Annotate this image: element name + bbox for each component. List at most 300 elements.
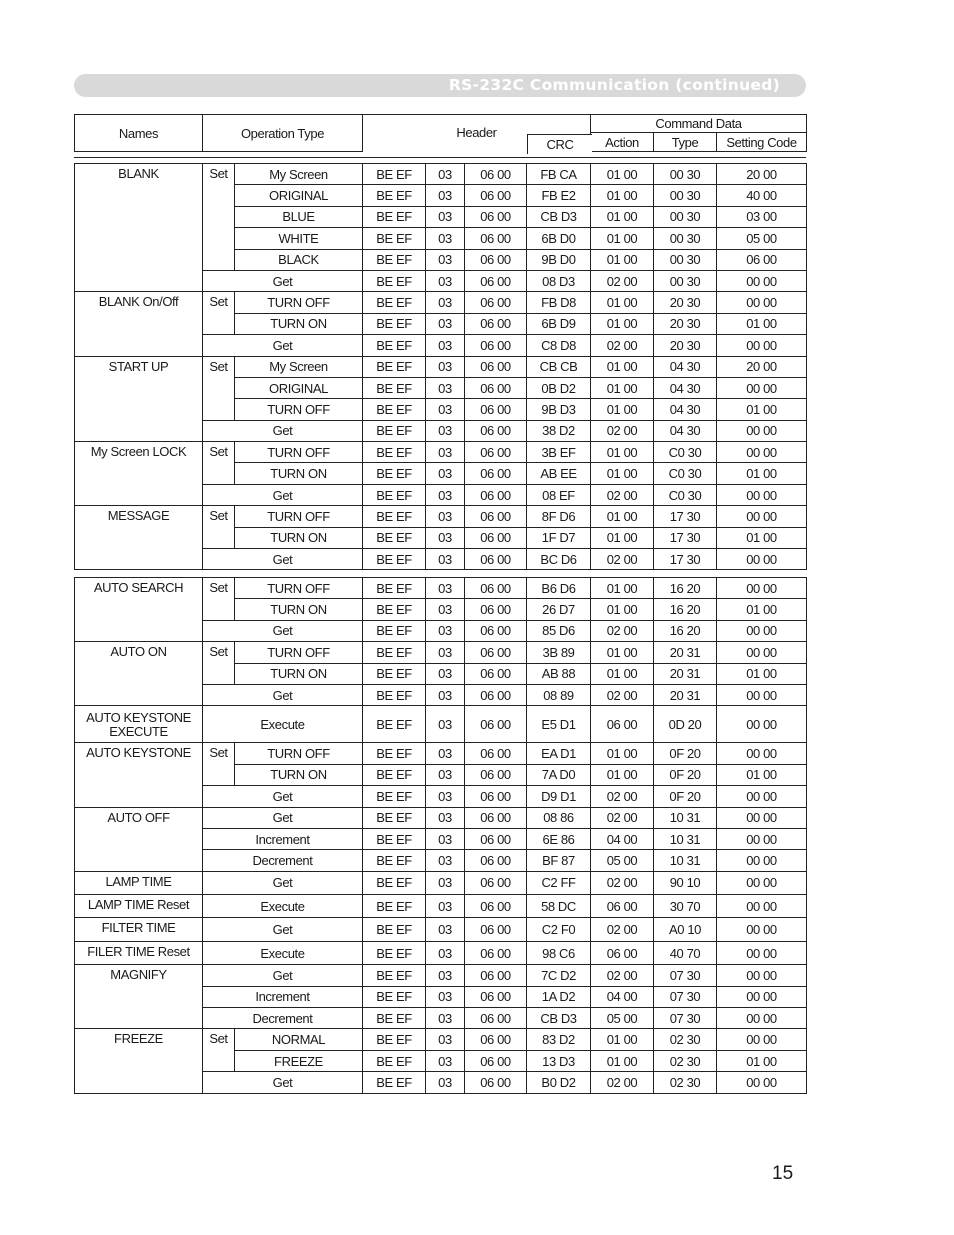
header-bytes-1-cell: BE EF xyxy=(363,828,426,849)
header-bytes-1-cell: BE EF xyxy=(363,463,426,484)
operation-cell: TURN OFF xyxy=(235,506,363,527)
header-bytes-1-cell: BE EF xyxy=(363,642,426,663)
header-bytes-3-cell: 06 00 xyxy=(465,918,527,941)
action-cell: 01 00 xyxy=(591,1029,654,1050)
header-bytes-1-cell: BE EF xyxy=(363,206,426,227)
operation-cell: Get xyxy=(203,684,363,705)
header-bytes-3-cell: 06 00 xyxy=(465,620,527,641)
operation-cell: Get xyxy=(203,335,363,356)
header-bytes-2-cell: 03 xyxy=(426,463,465,484)
action-cell: 01 00 xyxy=(591,743,654,764)
header-rule xyxy=(74,157,806,158)
operation-cell: TURN ON xyxy=(235,764,363,785)
setting-code-cell: 00 00 xyxy=(717,918,807,941)
header-bytes-2-cell: 03 xyxy=(426,249,465,270)
type-cell: 17 30 xyxy=(654,549,717,570)
header-bytes-2-cell: 03 xyxy=(426,399,465,420)
header-bytes-2-cell: 03 xyxy=(426,1072,465,1093)
action-cell: 01 00 xyxy=(591,642,654,663)
crc-cell: 1F D7 xyxy=(527,527,591,548)
setting-code-cell: 00 00 xyxy=(717,578,807,599)
table-row xyxy=(75,743,807,764)
operation-cell: Get xyxy=(203,965,363,986)
header-bytes-3-cell: 06 00 xyxy=(465,549,527,570)
action-cell: 01 00 xyxy=(591,527,654,548)
action-cell: 05 00 xyxy=(591,850,654,871)
header-bytes-3-cell: 06 00 xyxy=(465,1008,527,1029)
setting-code-cell: 00 00 xyxy=(717,706,807,743)
header-bytes-3-cell: 06 00 xyxy=(465,249,527,270)
command-name-cell xyxy=(75,578,203,642)
action-cell: 06 00 xyxy=(591,706,654,743)
setting-code-cell: 00 00 xyxy=(717,1072,807,1093)
header-bytes-3-cell: 06 00 xyxy=(465,986,527,1007)
header-header: Header xyxy=(363,115,591,152)
type-cell: 00 30 xyxy=(654,185,717,206)
operation-cell: FREEZE xyxy=(235,1050,363,1071)
header-bytes-2-cell: 03 xyxy=(426,185,465,206)
header-bytes-3-cell: 06 00 xyxy=(465,206,527,227)
action-cell: 01 00 xyxy=(591,578,654,599)
action-cell: 05 00 xyxy=(591,1008,654,1029)
header-bytes-2-cell: 03 xyxy=(426,578,465,599)
action-cell: 04 00 xyxy=(591,986,654,1007)
header-bytes-3-cell: 06 00 xyxy=(465,399,527,420)
table-row xyxy=(75,578,807,599)
header-bytes-3-cell: 06 00 xyxy=(465,1072,527,1093)
header-bytes-3-cell: 06 00 xyxy=(465,743,527,764)
type-cell: 07 30 xyxy=(654,1008,717,1029)
header-crc: CRC xyxy=(546,137,574,152)
operation-cell: TURN OFF xyxy=(235,642,363,663)
operation-cell: TURN ON xyxy=(235,527,363,548)
header-bytes-1-cell: BE EF xyxy=(363,377,426,398)
type-cell: 20 30 xyxy=(654,292,717,313)
crc-cell: 38 D2 xyxy=(527,420,591,441)
command-table-header xyxy=(74,114,807,152)
table-row xyxy=(75,442,807,463)
crc-cell: FB CA xyxy=(527,164,591,185)
setting-code-cell: 01 00 xyxy=(717,764,807,785)
header-bytes-3-cell: 06 00 xyxy=(465,377,527,398)
setting-code-cell: 00 00 xyxy=(717,1029,807,1050)
setting-code-cell: 00 00 xyxy=(717,828,807,849)
header-bytes-3-cell: 06 00 xyxy=(465,506,527,527)
type-cell: C0 30 xyxy=(654,463,717,484)
action-cell: 02 00 xyxy=(591,549,654,570)
operation-cell: Execute xyxy=(203,895,363,918)
operation-cell: Get xyxy=(203,484,363,505)
operation-cell: ORIGINAL xyxy=(235,377,363,398)
header-bytes-2-cell: 03 xyxy=(426,206,465,227)
operation-cell: Get xyxy=(203,270,363,291)
header-bytes-3-cell: 06 00 xyxy=(465,578,527,599)
header-bytes-2-cell: 03 xyxy=(426,986,465,1007)
header-bytes-2-cell: 03 xyxy=(426,918,465,941)
operation-cell: BLUE xyxy=(235,206,363,227)
command-name-cell xyxy=(75,164,203,292)
operation-cell: TURN OFF xyxy=(235,578,363,599)
header-bytes-3-cell: 06 00 xyxy=(465,807,527,828)
table-row xyxy=(75,895,807,918)
crc-cell: 6B D9 xyxy=(527,313,591,334)
command-name-cell xyxy=(75,356,203,442)
setting-code-cell: 00 00 xyxy=(717,642,807,663)
crc-cell: B0 D2 xyxy=(527,1072,591,1093)
set-cell: Set xyxy=(203,578,235,621)
header-bytes-3-cell: 06 00 xyxy=(465,828,527,849)
operation-cell: Increment xyxy=(203,828,363,849)
operation-cell: My Screen xyxy=(235,356,363,377)
header-bytes-2-cell: 03 xyxy=(426,527,465,548)
crc-cell: 0B D2 xyxy=(527,377,591,398)
header-bytes-1-cell: BE EF xyxy=(363,185,426,206)
action-cell: 06 00 xyxy=(591,941,654,964)
table-row xyxy=(75,642,807,663)
action-cell: 02 00 xyxy=(591,484,654,505)
crc-cell: BC D6 xyxy=(527,549,591,570)
header-bytes-3-cell: 06 00 xyxy=(465,420,527,441)
operation-cell: Decrement xyxy=(203,1008,363,1029)
crc-cell: C8 D8 xyxy=(527,335,591,356)
header-bytes-1-cell: BE EF xyxy=(363,292,426,313)
setting-code-cell: 01 00 xyxy=(717,663,807,684)
command-name-cell xyxy=(75,442,203,506)
action-cell: 01 00 xyxy=(591,599,654,620)
header-bytes-2-cell: 03 xyxy=(426,828,465,849)
type-cell: 10 31 xyxy=(654,850,717,871)
crc-cell: 08 86 xyxy=(527,807,591,828)
command-name: BLANK On/Off xyxy=(98,294,179,310)
crc-cell: B6 D6 xyxy=(527,578,591,599)
header-bytes-1-cell: BE EF xyxy=(363,270,426,291)
operation-cell: TURN OFF xyxy=(235,442,363,463)
header-bytes-3-cell: 06 00 xyxy=(465,463,527,484)
command-name: My Screen LOCK xyxy=(90,444,187,460)
action-cell: 01 00 xyxy=(591,663,654,684)
command-name: AUTO SEARCH xyxy=(93,580,184,595)
header-bytes-3-cell: 06 00 xyxy=(465,642,527,663)
type-cell: C0 30 xyxy=(654,442,717,463)
header-bytes-2-cell: 03 xyxy=(426,506,465,527)
header-bytes-2-cell: 03 xyxy=(426,620,465,641)
command-name: LAMP TIME xyxy=(105,873,172,889)
header-bytes-3-cell: 06 00 xyxy=(465,292,527,313)
command-name-cell xyxy=(75,941,203,964)
header-bytes-3-cell: 06 00 xyxy=(465,941,527,964)
operation-cell: Get xyxy=(203,871,363,894)
crc-cell: CB CB xyxy=(527,356,591,377)
command-name: AUTO KEYSTONE xyxy=(86,745,191,761)
header-bytes-2-cell: 03 xyxy=(426,549,465,570)
crc-cell: 08 EF xyxy=(527,484,591,505)
type-cell: 04 30 xyxy=(654,377,717,398)
command-name: START UP xyxy=(108,358,169,374)
action-cell: 02 00 xyxy=(591,871,654,894)
header-bytes-1-cell: BE EF xyxy=(363,743,426,764)
header-bytes-3-cell: 06 00 xyxy=(465,684,527,705)
header-bytes-2-cell: 03 xyxy=(426,420,465,441)
header-bytes-2-cell: 03 xyxy=(426,743,465,764)
header-bytes-1-cell: BE EF xyxy=(363,356,426,377)
setting-code-cell: 01 00 xyxy=(717,527,807,548)
header-bytes-3-cell: 06 00 xyxy=(465,871,527,894)
header-bytes-3-cell: 06 00 xyxy=(465,1050,527,1071)
header-type: Type xyxy=(654,133,717,152)
crc-cell: C2 F0 xyxy=(527,918,591,941)
action-cell: 01 00 xyxy=(591,228,654,249)
header-bytes-1-cell: BE EF xyxy=(363,599,426,620)
header-bytes-1-cell: BE EF xyxy=(363,399,426,420)
command-name-line-2: EXECUTE xyxy=(109,724,168,740)
set-cell: Set xyxy=(203,292,235,335)
header-bytes-3-cell: 06 00 xyxy=(465,335,527,356)
header-bytes-3-cell: 06 00 xyxy=(465,895,527,918)
header-bytes-2-cell: 03 xyxy=(426,871,465,894)
type-cell: 30 70 xyxy=(654,895,717,918)
command-table-part-2 xyxy=(74,577,807,1094)
header-bytes-1-cell: BE EF xyxy=(363,335,426,356)
type-cell: 02 30 xyxy=(654,1029,717,1050)
header-bytes-2-cell: 03 xyxy=(426,1029,465,1050)
header-bytes-3-cell: 06 00 xyxy=(465,270,527,291)
type-cell: 10 31 xyxy=(654,807,717,828)
command-name-cell xyxy=(75,642,203,706)
type-cell: 00 30 xyxy=(654,270,717,291)
operation-cell: Get xyxy=(203,420,363,441)
header-bytes-1-cell: BE EF xyxy=(363,249,426,270)
type-cell: 00 30 xyxy=(654,249,717,270)
command-name: AUTO OFF xyxy=(107,809,170,825)
header-bytes-2-cell: 03 xyxy=(426,599,465,620)
type-cell: 00 30 xyxy=(654,206,717,227)
crc-cell: 1A D2 xyxy=(527,986,591,1007)
action-cell: 01 00 xyxy=(591,356,654,377)
crc-cell: CB D3 xyxy=(527,206,591,227)
set-cell: Set xyxy=(203,356,235,420)
command-name-cell xyxy=(75,895,203,918)
setting-code-cell: 00 00 xyxy=(717,335,807,356)
command-name-cell xyxy=(75,292,203,356)
header-bytes-3-cell: 06 00 xyxy=(465,527,527,548)
setting-code-cell: 06 00 xyxy=(717,249,807,270)
command-name-cell xyxy=(75,743,203,807)
table-row xyxy=(75,941,807,964)
header-bytes-1-cell: BE EF xyxy=(363,706,426,743)
setting-code-cell: 20 00 xyxy=(717,164,807,185)
header-bytes-2-cell: 03 xyxy=(426,1050,465,1071)
header-bytes-3-cell: 06 00 xyxy=(465,484,527,505)
header-bytes-2-cell: 03 xyxy=(426,706,465,743)
operation-cell: Execute xyxy=(203,706,363,743)
type-cell: 07 30 xyxy=(654,965,717,986)
setting-code-cell: 00 00 xyxy=(717,1008,807,1029)
operation-cell: TURN ON xyxy=(235,313,363,334)
setting-code-cell: 01 00 xyxy=(717,599,807,620)
header-bytes-2-cell: 03 xyxy=(426,377,465,398)
action-cell: 01 00 xyxy=(591,399,654,420)
type-cell: A0 10 xyxy=(654,918,717,941)
setting-code-cell: 01 00 xyxy=(717,1050,807,1071)
command-name-cell xyxy=(75,871,203,894)
setting-code-cell: 00 00 xyxy=(717,871,807,894)
command-name: BLANK xyxy=(118,166,159,181)
crc-cell: 83 D2 xyxy=(527,1029,591,1050)
command-name-cell xyxy=(75,506,203,570)
type-cell: 0F 20 xyxy=(654,786,717,807)
header-bytes-1-cell: BE EF xyxy=(363,1050,426,1071)
table-row xyxy=(75,918,807,941)
header-bytes-3-cell: 06 00 xyxy=(465,786,527,807)
type-cell: 02 30 xyxy=(654,1072,717,1093)
command-name: AUTO KEYSTONE xyxy=(86,710,191,726)
setting-code-cell: 00 00 xyxy=(717,786,807,807)
type-cell: 0F 20 xyxy=(654,764,717,785)
type-cell: 16 20 xyxy=(654,620,717,641)
header-bytes-2-cell: 03 xyxy=(426,164,465,185)
type-cell: 16 20 xyxy=(654,578,717,599)
header-bytes-2-cell: 03 xyxy=(426,764,465,785)
set-cell: Set xyxy=(203,506,235,549)
operation-cell: Increment xyxy=(203,986,363,1007)
type-cell: 02 30 xyxy=(654,1050,717,1071)
type-cell: 00 30 xyxy=(654,228,717,249)
operation-cell: ORIGINAL xyxy=(235,185,363,206)
command-name: MAGNIFY xyxy=(110,967,167,983)
header-bytes-3-cell: 06 00 xyxy=(465,706,527,743)
setting-code-cell: 01 00 xyxy=(717,313,807,334)
type-cell: 20 30 xyxy=(654,313,717,334)
setting-code-cell: 00 00 xyxy=(717,420,807,441)
action-cell: 02 00 xyxy=(591,965,654,986)
setting-code-cell: 20 00 xyxy=(717,356,807,377)
set-cell: Set xyxy=(203,743,235,786)
setting-code-cell: 01 00 xyxy=(717,399,807,420)
table-row xyxy=(75,807,807,828)
operation-cell: BLACK xyxy=(235,249,363,270)
type-cell: 90 10 xyxy=(654,871,717,894)
page-number: 15 xyxy=(772,1163,794,1184)
action-cell: 02 00 xyxy=(591,807,654,828)
command-name-cell xyxy=(75,1029,203,1093)
header-bytes-3-cell: 06 00 xyxy=(465,185,527,206)
action-cell: 04 00 xyxy=(591,828,654,849)
operation-cell: Get xyxy=(203,620,363,641)
setting-code-cell: 00 00 xyxy=(717,506,807,527)
header-bytes-2-cell: 03 xyxy=(426,895,465,918)
header-bytes-3-cell: 06 00 xyxy=(465,1029,527,1050)
table-row xyxy=(75,871,807,894)
setting-code-cell: 00 00 xyxy=(717,807,807,828)
setting-code-cell: 40 00 xyxy=(717,185,807,206)
table-row xyxy=(75,965,807,986)
set-cell: Set xyxy=(203,1029,235,1072)
type-cell: 0D 20 xyxy=(654,706,717,743)
header-bytes-1-cell: BE EF xyxy=(363,420,426,441)
header-bytes-2-cell: 03 xyxy=(426,442,465,463)
crc-cell: 6B D0 xyxy=(527,228,591,249)
section-banner xyxy=(74,74,806,97)
operation-cell: NORMAL xyxy=(235,1029,363,1050)
crc-cell: 7A D0 xyxy=(527,764,591,785)
header-bytes-2-cell: 03 xyxy=(426,1008,465,1029)
section-title: RS-232C Communication (continued) xyxy=(448,76,780,94)
operation-cell: Get xyxy=(203,1072,363,1093)
header-crc-cell xyxy=(527,134,592,154)
type-cell: 04 30 xyxy=(654,420,717,441)
header-bytes-1-cell: BE EF xyxy=(363,1008,426,1029)
header-bytes-1-cell: BE EF xyxy=(363,578,426,599)
setting-code-cell: 00 00 xyxy=(717,270,807,291)
action-cell: 01 00 xyxy=(591,164,654,185)
operation-cell: WHITE xyxy=(235,228,363,249)
command-name-cell xyxy=(75,965,203,1029)
action-cell: 01 00 xyxy=(591,506,654,527)
header-bytes-2-cell: 03 xyxy=(426,850,465,871)
header-bytes-3-cell: 06 00 xyxy=(465,313,527,334)
header-bytes-2-cell: 03 xyxy=(426,292,465,313)
command-name: FREEZE xyxy=(114,1031,163,1047)
crc-cell: FB D8 xyxy=(527,292,591,313)
header-setting-code: Setting Code xyxy=(717,133,807,152)
setting-code-cell: 00 00 xyxy=(717,895,807,918)
action-cell: 02 00 xyxy=(591,620,654,641)
operation-cell: TURN ON xyxy=(235,463,363,484)
type-cell: 20 30 xyxy=(654,335,717,356)
header-names: Names xyxy=(75,115,203,152)
operation-cell: TURN OFF xyxy=(235,743,363,764)
action-cell: 02 00 xyxy=(591,1072,654,1093)
action-cell: 01 00 xyxy=(591,185,654,206)
header-bytes-2-cell: 03 xyxy=(426,335,465,356)
action-cell: 02 00 xyxy=(591,918,654,941)
table-row xyxy=(75,356,807,377)
command-name-cell xyxy=(75,706,203,743)
header-bytes-1-cell: BE EF xyxy=(363,895,426,918)
setting-code-cell: 00 00 xyxy=(717,743,807,764)
command-name: FILTER TIME xyxy=(101,920,176,936)
header-operation-type: Operation Type xyxy=(203,115,363,152)
operation-cell: TURN OFF xyxy=(235,292,363,313)
type-cell: 40 70 xyxy=(654,941,717,964)
action-cell: 01 00 xyxy=(591,206,654,227)
type-cell: 04 30 xyxy=(654,399,717,420)
header-bytes-2-cell: 03 xyxy=(426,663,465,684)
crc-cell: 13 D3 xyxy=(527,1050,591,1071)
header-command-data: Command Data xyxy=(591,115,807,133)
header-bytes-3-cell: 06 00 xyxy=(465,442,527,463)
header-bytes-1-cell: BE EF xyxy=(363,941,426,964)
crc-cell: 58 DC xyxy=(527,895,591,918)
command-name: FILER TIME Reset xyxy=(87,943,190,959)
header-bytes-1-cell: BE EF xyxy=(363,1072,426,1093)
type-cell: 20 31 xyxy=(654,684,717,705)
setting-code-cell: 00 00 xyxy=(717,941,807,964)
setting-code-cell: 00 00 xyxy=(717,850,807,871)
header-bytes-1-cell: BE EF xyxy=(363,506,426,527)
setting-code-cell: 00 00 xyxy=(717,965,807,986)
crc-cell: 08 D3 xyxy=(527,270,591,291)
crc-cell: CB D3 xyxy=(527,1008,591,1029)
header-bytes-2-cell: 03 xyxy=(426,356,465,377)
action-cell: 02 00 xyxy=(591,684,654,705)
command-name: LAMP TIME Reset xyxy=(87,897,190,913)
header-bytes-1-cell: BE EF xyxy=(363,313,426,334)
command-name: AUTO ON xyxy=(110,644,167,660)
header-bytes-1-cell: BE EF xyxy=(363,871,426,894)
type-cell: 04 30 xyxy=(654,356,717,377)
header-bytes-1-cell: BE EF xyxy=(363,918,426,941)
